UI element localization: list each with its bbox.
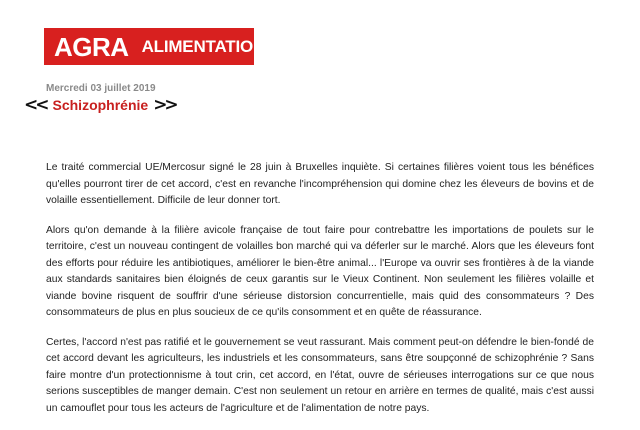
logo-section-text: ALIMENTATION (141, 37, 266, 56)
chevron-right-icon: >> (153, 94, 176, 115)
article-body (46, 160, 594, 430)
article-paragraph: Certes, l'accord n'est pas ratifié et le gouvernement se veut rassurant. Mais comment peut-on défendre le bien-fondé de cet accord devant les agriculteurs, les industriels et les consommateurs, sans être soupçonné de schizophrénie ? Sans faire montre d'un protectionnisme à tout crin, cet accord, en l'état, ouvre de sérieuses interrogations sur ce que nous serions susceptibles de manger demain. C'est non seulement un retour en arrière en termes de qualité, mais c'est aussi un camouflet pour tous les acteurs de l'agriculture et de l'alimentation de notre pays. (46, 336, 594, 414)
article-title-row (24, 94, 176, 116)
agra-alimentation-logo[interactable] (44, 28, 266, 65)
article-paragraph: Le traité commercial UE/Mercosur signé le 28 juin à Bruxelles inquiète. Si certaines filières voient tous les bénéfices qu'elles pourront tirer de cet accord, c'est en revanche l'incompréhension qui domine chez les éleveurs de bovins et de volaille essentiellement. Difficile de leur donner tort. (46, 162, 594, 206)
chevron-left-icon: << (24, 94, 47, 115)
article-paragraph: Alors qu'on demande à la filière avicole française de tout faire pour contrebattre les importations de poulets sur le territoire, c'est un nouveau contingent de volailles bon marché qui va déferler sur le marché. Alors que les éleveurs font des efforts pour réduire les antibiotiques, améliorer le bien-être animal... l'Europe va ouvrir ses frontières à de la viande aux standards sanitaires bien éloignés de ceux garantis sur le Vieux Continent. Non seulement les filières volaille et viande bovine risquent de souffrir d'une sérieuse distorsion concurrentielle, mais quid des consommateurs ? Des consommateurs de plus en plus soucieux de ce qu'ils consomment et en quête de réassurance. (46, 224, 594, 318)
article-date: Mercredi 03 juillet 2019 (46, 83, 156, 94)
logo-brand-text: AGRA (54, 31, 129, 62)
article-title: Schizophrénie (52, 97, 149, 113)
